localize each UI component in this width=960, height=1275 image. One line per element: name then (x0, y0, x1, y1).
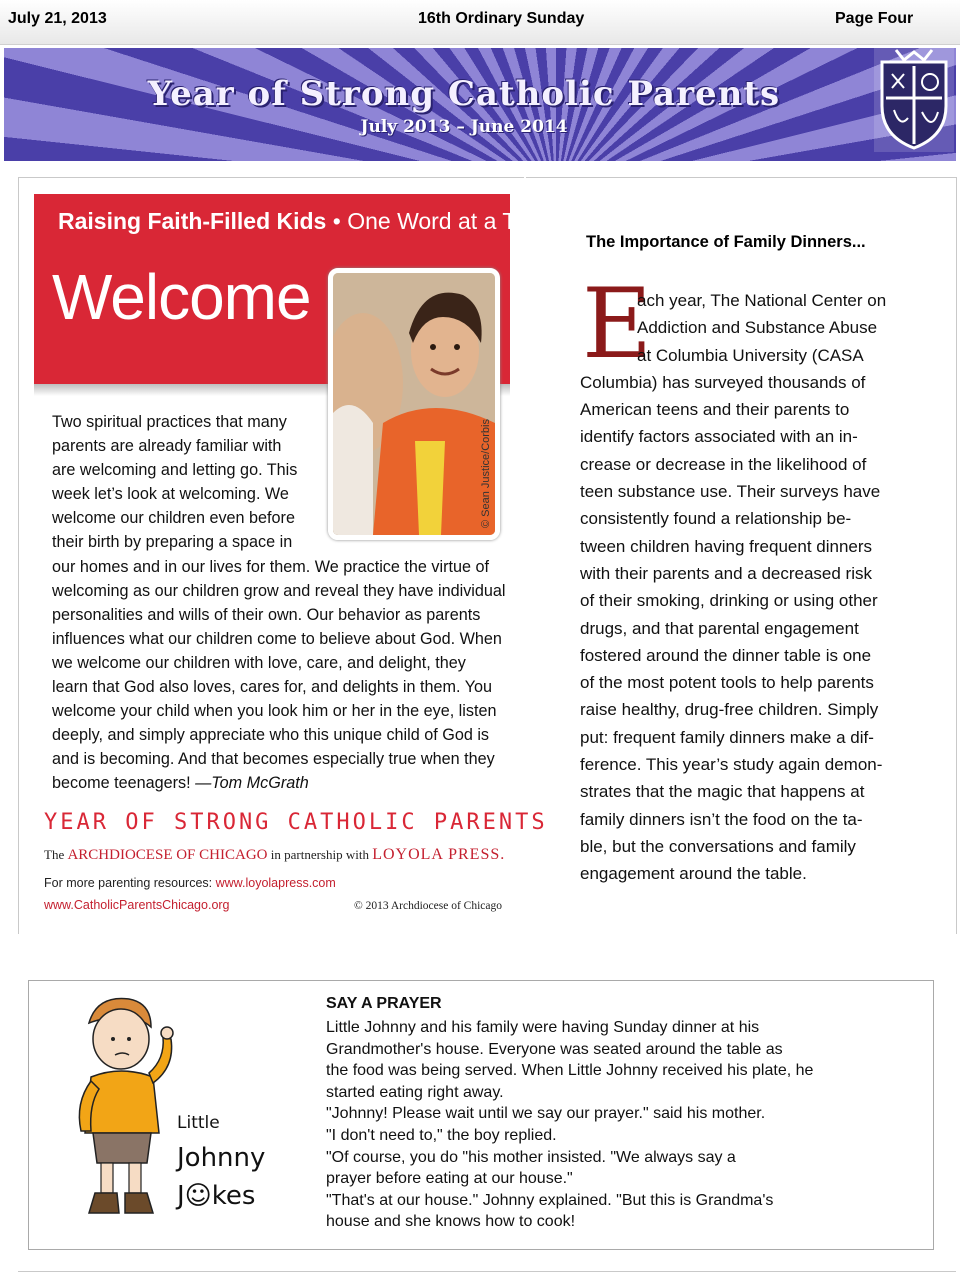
flyer-line: we welcome our children with love, care, and delight, they (52, 653, 466, 672)
article-line: American teens and their parents to (580, 400, 850, 420)
flyer-archdiocese: ARCHDIOCESE OF CHICAGO (67, 847, 268, 863)
article-line: of their smoking, drinking or using other (580, 591, 878, 611)
cartoon-boy-icon (67, 993, 177, 1219)
header-date: July 21, 2013 (8, 10, 107, 27)
flyer-tagline-bold: Raising Faith-Filled Kids (58, 208, 327, 234)
article-line: drugs, and that parental engagement (580, 618, 859, 638)
flyer-last-line-text: become teenagers! (52, 774, 196, 793)
article-line: ble, but the conversations and family (580, 836, 856, 856)
header-issue: 16th Ordinary Sunday (418, 10, 585, 27)
flyer-resources-label: For more parenting resources: (44, 876, 216, 890)
joke-line: "Johnny! Please wait until we say our prayer." said his mother. (326, 1105, 766, 1123)
photo-credit: © Sean Justice/Corbis (480, 419, 492, 528)
crest-icon (874, 48, 954, 152)
logo-jokes: J☺kes (177, 1181, 256, 1211)
flyer-signature: —Tom McGrath (195, 774, 309, 793)
flyer-loyola-press: LOYOLA PRESS. (372, 846, 506, 863)
banner-subtitle: July 2013 – June 2014 (360, 117, 568, 137)
flyer-resources-link[interactable]: www.loyolapress.com (215, 876, 336, 890)
banner-title: Year of Strong Catholic Parents (147, 74, 781, 114)
article-line: raise healthy, drug-free children. Simply (580, 700, 879, 720)
article-line: at Columbia University (CASA (637, 345, 864, 365)
article-line: consistently found a relationship be- (580, 509, 852, 529)
joke-line: Little Johnny and his family were having Sunday dinner at his (326, 1019, 760, 1036)
flyer-tagline-rest: One Word at a Time (347, 208, 553, 234)
flyer-resources (44, 876, 336, 890)
logo-johnny: Johnny (177, 1143, 266, 1173)
flyer-line: our homes and in our lives for them. We practice the virtue of (52, 557, 489, 576)
logo-little: Little (177, 1113, 220, 1133)
article-line: teen substance use. Their surveys have (580, 482, 881, 502)
article-title: The Importance of Family Dinners... (586, 233, 866, 251)
flyer-body-text (52, 410, 506, 796)
flyer-line: parents are already familiar with (52, 437, 282, 456)
joke-line: house and she knows how to cook! (326, 1213, 576, 1231)
joke-line: prayer before eating at our house." (326, 1170, 573, 1188)
flyer-line: are welcoming and letting go. This (52, 461, 298, 480)
article-line: fostered around the dinner table is one (580, 645, 872, 665)
flyer-line: Two spiritual practices that many (52, 413, 287, 431)
flyer-line: their birth by preparing a space in (52, 533, 293, 552)
article-line: crease or decrease in the likelihood of (580, 454, 867, 474)
flyer-tagline-separator: • (326, 208, 348, 234)
article-line: strates that the magic that happens at (580, 782, 865, 802)
flyer-line: welcoming as our children grow and reveal they have individual (52, 581, 506, 600)
flyer-last-line (52, 771, 498, 795)
article-line: tween children having frequent dinners (580, 536, 873, 556)
page-bottom-border (18, 1271, 956, 1272)
flyer-word: Welcome (52, 261, 311, 333)
article-line: ference. This year’s study again demon- (580, 755, 883, 775)
page-header (0, 0, 960, 45)
article-line: Columbia) has surveyed thousands of (580, 372, 866, 392)
joke-line: started eating right away. (326, 1083, 504, 1101)
article-line: identify factors associated with an in- (580, 427, 858, 447)
header-page-number: Page Four (835, 10, 914, 27)
flyer-line: influences what our children come to believe about God. When (52, 629, 502, 648)
joke-line: "Of course, you do "his mother insisted. "We always say a (326, 1148, 736, 1166)
flyer-copyright: © 2013 Archdiocese of Chicago (354, 900, 502, 912)
flyer-tagline (58, 208, 553, 235)
flyer-campaign-name: YEAR OF STRONG CATHOLIC PARENTS (44, 810, 548, 835)
flyer-line: deeply, and simply appreciate who this unique child of God is (52, 726, 490, 745)
article-line: engagement around the table. (580, 864, 807, 884)
joke-title: SAY A PRAYER (326, 995, 442, 1012)
flyer-website-link[interactable]: www.CatholicParentsChicago.org (44, 898, 230, 912)
article-line: family dinners isn’t the food on the ta- (580, 809, 863, 829)
flyer-partnership: in partnership with (267, 847, 373, 862)
article-line: put: frequent family dinners make a dif- (580, 727, 874, 747)
article-line: ach year, The National Center on (637, 291, 887, 310)
article-line: of the most potent tools to help parents (580, 673, 874, 693)
article-dropcap: E (582, 268, 653, 380)
welcome-flyer (34, 194, 553, 918)
joke-line: Grandmother's house. Everyone was seated around the table as (326, 1040, 783, 1058)
article-line: with their parents and a decreased risk (580, 563, 872, 583)
flyer-line: personalities and wills of their own. Our behavior as parents (52, 605, 481, 624)
banner (4, 48, 956, 161)
flyer-partners (44, 846, 505, 864)
flyer-arch-the: The (44, 847, 68, 862)
article-body (580, 287, 920, 888)
joke-line: "That's at our house." Johnny explained. "But this is Grandma's (326, 1191, 774, 1209)
flyer-line: welcome our children even before (52, 509, 295, 528)
joke-text (326, 1017, 916, 1233)
joke-line: "I don't need to," the boy replied. (326, 1126, 557, 1144)
flyer-line: learn that God also loves, cares for, and delights in them. You (52, 678, 493, 697)
article-line: Addiction and Substance Abuse (637, 318, 878, 338)
flyer-line: welcome your child when you look him or her in the eye, listen (52, 702, 497, 721)
joke-box (28, 980, 934, 1250)
flyer-line: week let’s look at welcoming. We (52, 485, 289, 504)
joke-line: the food was being served. When Little Johnny received his plate, he (326, 1062, 814, 1080)
flyer-line: and is becoming. And that becomes especially true when they (52, 750, 495, 769)
